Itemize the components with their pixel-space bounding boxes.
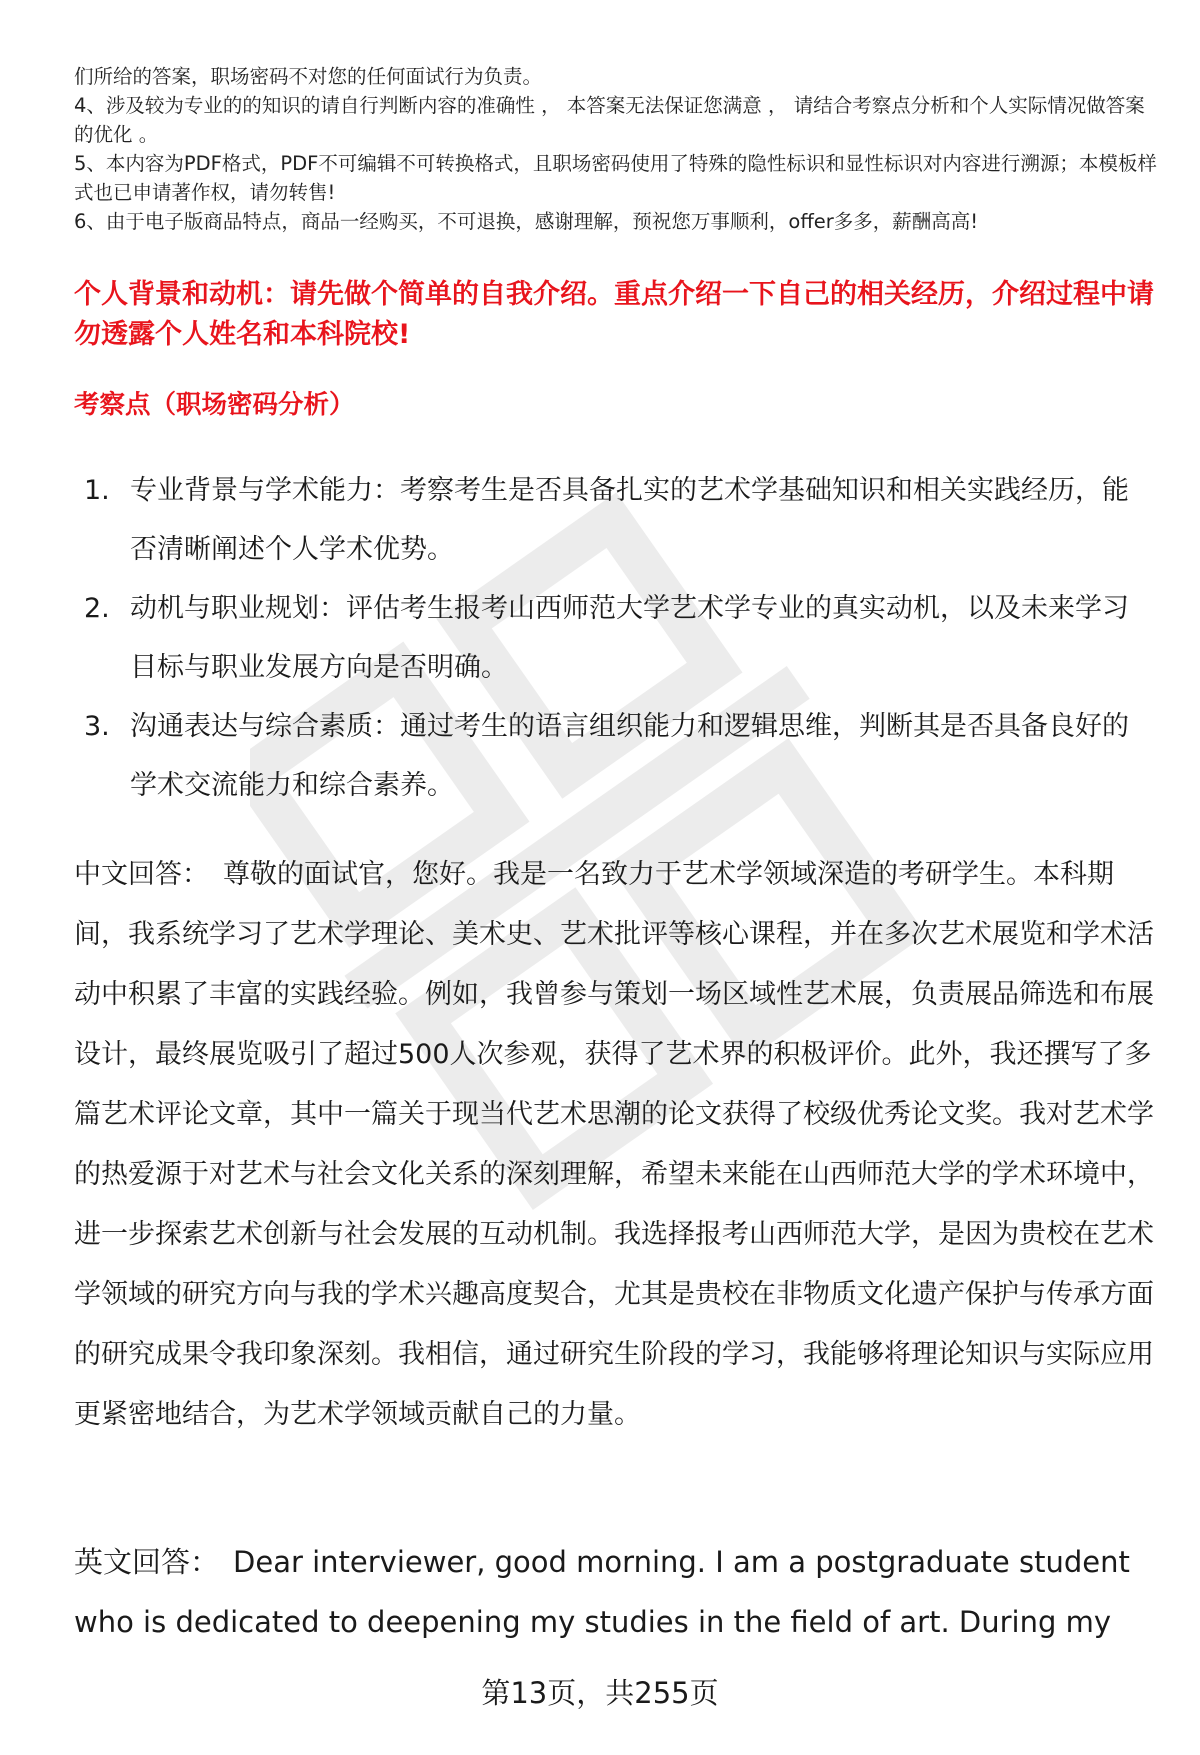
analysis-title: 考察点（职场密码分析）	[74, 390, 355, 420]
list-text: 动机与职业规划：评估考生报考山西师范大学艺术学专业的真实动机，以及未来学习目标与职业发展方向是否明确。	[130, 593, 1129, 683]
note-line: 们所给的答案，职场密码不对您的任何面试行为负责。	[74, 65, 543, 88]
note-line: 5、本内容为PDF格式，PDF不可编辑不可转换格式，且职场密码使用了特殊的隐性标识和显性标识对内容进行溯源；本模板样式也已申请著作权，请勿转售!	[74, 152, 1157, 204]
english-answer	[74, 1532, 1154, 1652]
list-number: 2.	[84, 593, 110, 624]
note-line: 6、由于电子版商品特点，商品一经购买，不可退换，感谢理解，预祝您万事顺利，offer多多，薪酬高高!	[74, 210, 979, 233]
list-item	[84, 579, 1154, 697]
english-answer-label: 英文回答：	[74, 1545, 220, 1579]
page-footer: 第13页，共255页	[481, 1676, 719, 1710]
chinese-answer	[74, 845, 1154, 1445]
analysis-points	[84, 461, 1154, 815]
chinese-answer-label: 中文回答：	[74, 859, 209, 890]
list-text: 专业背景与学术能力：考察考生是否具备扎实的艺术学基础知识和相关实践经历，能否清晰阐述个人学术优势。	[130, 475, 1129, 565]
english-answer-text: Dear interviewer, good morning. I am a postgraduate student who is dedicated to deepening my studies in the field of art. During my	[74, 1545, 1130, 1639]
list-number: 1.	[84, 475, 110, 506]
note-line: 4、涉及较为专业的的知识的请自行判断内容的准确性 ， 本答案无法保证您满意 ， 请结合考察点分析和个人实际情况做答案的优化 。	[74, 94, 1145, 146]
list-text: 沟通表达与综合素质：通过考生的语言组织能力和逻辑思维，判断其是否具备良好的学术交流能力和综合素养。	[130, 711, 1129, 801]
disclaimer-notes	[74, 62, 1164, 236]
interview-question: 个人背景和动机：请先做个简单的自我介绍。重点介绍一下自己的相关经历，介绍过程中请勿透露个人姓名和本科院校!	[74, 279, 1154, 350]
list-item	[84, 461, 1154, 579]
chinese-answer-text: 尊敬的面试官，您好。我是一名致力于艺术学领域深造的考研学生。本科期间，我系统学习了艺术学理论、美术史、艺术批评等核心课程，并在多次艺术展览和学术活动中积累了丰富的实践经验。例如，我曾参与策划一场区域性艺术展，负责展品筛选和布展设计，最终展览吸引了超过500人次参观，获得了艺术界的积极评价。此外，我还撰写了多篇艺术评论文章，其中一篇关于现当代艺术思潮的论文获得了校级优秀论文奖。我对艺术学的热爱源于对艺术与社会文化关系的深刻理解，希望未来能在山西师范大学的学术环境中，进一步探索艺术创新与社会发展的互动机制。我选择报考山西师范大学，是因为贵校在艺术学领域的研究方向与我的学术兴趣高度契合，尤其是贵校在非物质文化遗产保护与传承方面的研究成果令我印象深刻。我相信，通过研究生阶段的学习，我能够将理论知识与实际应用更紧密地结合，为艺术学领域贡献自己的力量。	[74, 859, 1154, 1430]
list-item	[84, 697, 1154, 815]
list-number: 3.	[84, 711, 110, 742]
